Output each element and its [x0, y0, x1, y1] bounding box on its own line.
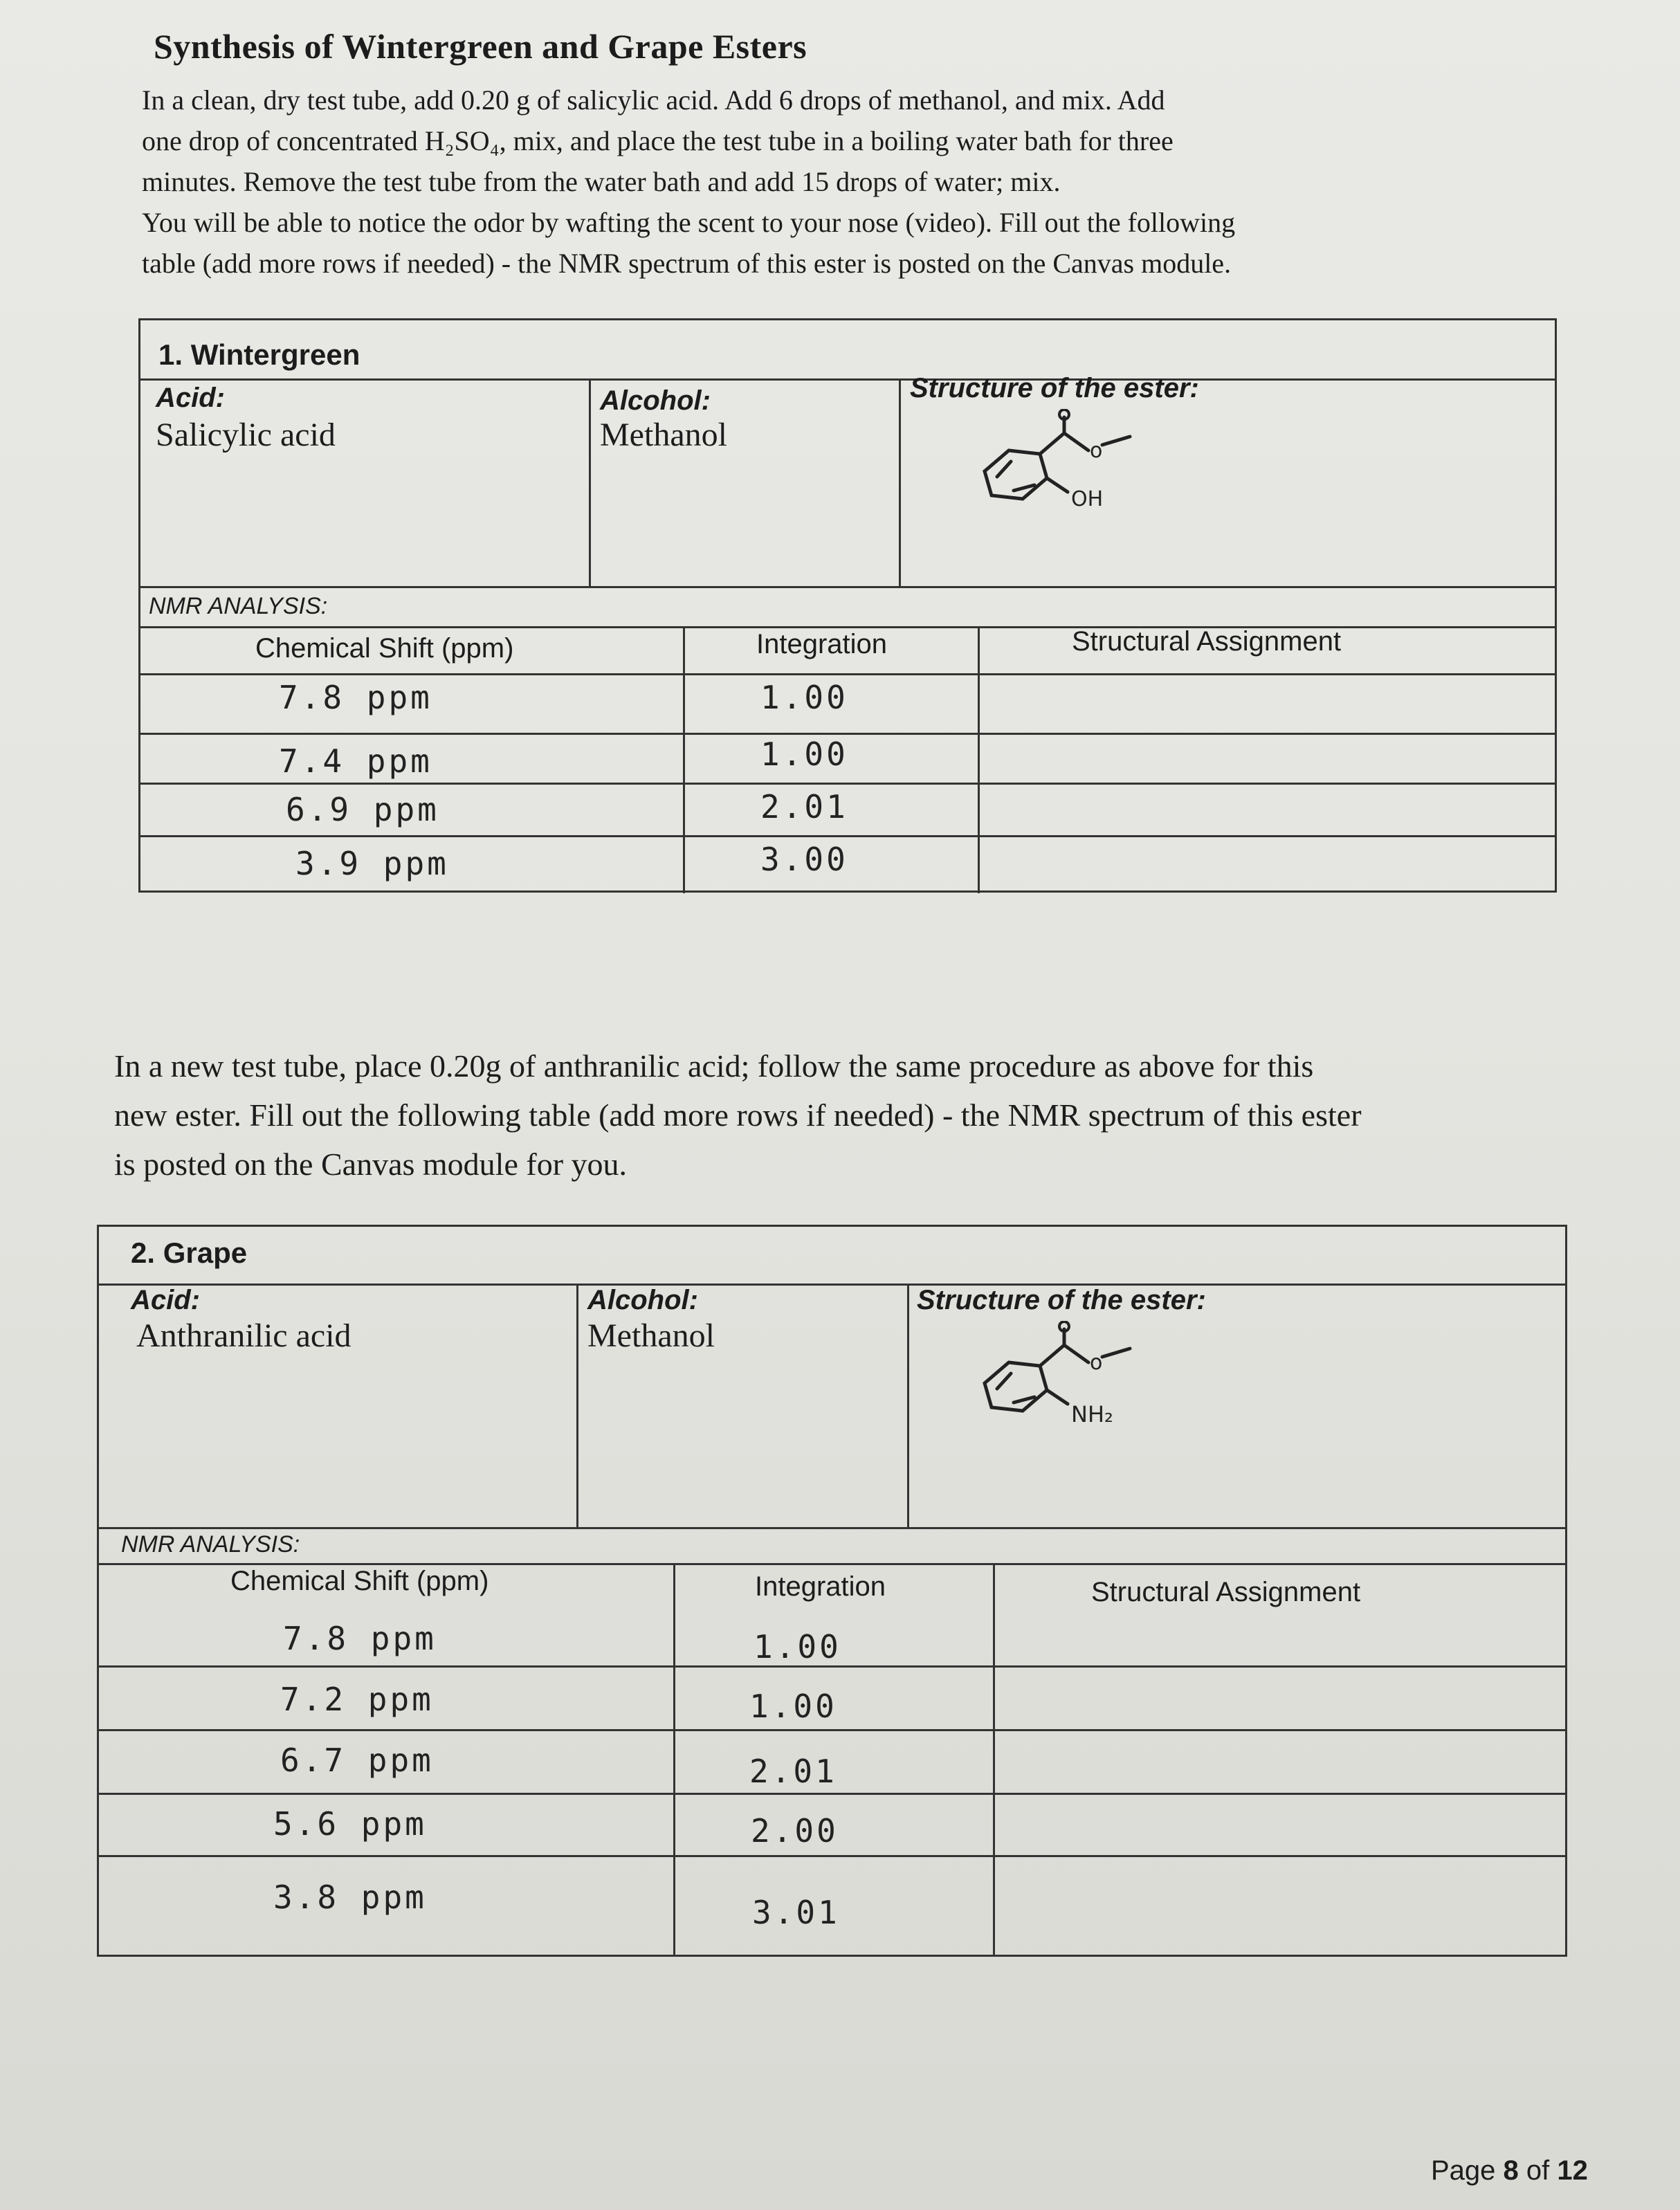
- table-cell-integration: 1.00: [749, 1688, 837, 1725]
- alcohol-label: Alcohol:: [587, 1285, 698, 1315]
- divider: [907, 1284, 909, 1527]
- table-cell-integration: 1.00: [754, 1628, 841, 1665]
- divider: [140, 378, 1555, 381]
- divider: [993, 1563, 995, 1955]
- divider: [978, 626, 980, 893]
- col-structural-assignment: Structural Assignment: [1072, 626, 1342, 657]
- structure-label: Structure of the ester:: [910, 373, 1199, 403]
- svg-text:o: o: [1090, 439, 1103, 463]
- table-cell-shift: 3.9 ppm: [295, 845, 449, 882]
- table-cell-integration: 3.01: [752, 1894, 840, 1931]
- nmr-analysis-label: NMR ANALYSIS:: [149, 593, 328, 619]
- divider: [140, 673, 1555, 675]
- intro-line: table (add more rows if needed) - the NMR spectrum of this ester is posted on the Canvas module.: [142, 248, 1232, 279]
- methyl-anthranilate-structure: [971, 1321, 1261, 1432]
- divider: [140, 733, 1555, 735]
- divider: [99, 1793, 1566, 1795]
- table-cell-shift: 7.8 ppm: [279, 679, 432, 716]
- divider: [99, 1729, 1566, 1731]
- grape-header: 2. Grape: [131, 1236, 248, 1269]
- page-number-prefix: Page: [1431, 2155, 1496, 2186]
- wintergreen-table: [138, 318, 1557, 893]
- col-integration: Integration: [755, 1571, 886, 1602]
- table-cell-shift: 6.9 ppm: [286, 791, 439, 828]
- divider: [140, 835, 1555, 837]
- instruction-line: is posted on the Canvas module for you.: [114, 1147, 628, 1182]
- grape-table: [97, 1225, 1567, 1957]
- divider: [576, 1284, 578, 1527]
- acid-value: Salicylic acid: [156, 417, 336, 453]
- wintergreen-header: 1. Wintergreen: [158, 338, 360, 371]
- divider: [899, 378, 901, 586]
- col-structural-assignment: Structural Assignment: [1091, 1577, 1361, 1607]
- divider: [99, 1284, 1566, 1286]
- col-chemical-shift: Chemical Shift (ppm): [255, 633, 514, 664]
- substituent-label: OH: [1071, 487, 1104, 511]
- page-title: Synthesis of Wintergreen and Grape Esters: [154, 27, 807, 66]
- table-cell-integration: 3.00: [760, 841, 848, 878]
- divider: [99, 1527, 1566, 1529]
- instruction-line: In a new test tube, place 0.20g of anthranilic acid; follow the same procedure as above for this: [114, 1048, 1314, 1084]
- structure-label: Structure of the ester:: [917, 1285, 1206, 1315]
- intro-line: You will be able to notice the odor by wafting the scent to your nose (video). Fill out the following: [142, 207, 1236, 238]
- intro-paragraph: [142, 80, 1533, 284]
- alcohol-value: Methanol: [600, 417, 727, 453]
- page-number-total: 12: [1557, 2155, 1588, 2186]
- col-chemical-shift: Chemical Shift (ppm): [230, 1566, 489, 1596]
- table-cell-shift: 5.6 ppm: [273, 1805, 427, 1843]
- table-cell-shift: 7.4 ppm: [279, 742, 432, 780]
- page-number: [1431, 2155, 1588, 2186]
- acid-label: Acid:: [131, 1285, 200, 1315]
- svg-text:o: o: [1090, 1351, 1103, 1375]
- table-cell-shift: 7.2 ppm: [280, 1681, 434, 1718]
- page-number-of: of: [1526, 2155, 1550, 2186]
- divider: [99, 1563, 1566, 1565]
- alcohol-label: Alcohol:: [600, 385, 711, 416]
- intro-line: minutes. Remove the test tube from the water bath and add 15 drops of water; mix.: [142, 166, 1061, 197]
- acid-value: Anthranilic acid: [136, 1317, 351, 1354]
- divider: [589, 378, 591, 586]
- table-cell-integration: 2.01: [760, 788, 848, 825]
- table-cell-integration: 2.01: [749, 1753, 837, 1790]
- alcohol-value: Methanol: [587, 1317, 715, 1354]
- table-cell-integration: 1.00: [760, 679, 848, 716]
- table-cell-shift: 3.8 ppm: [273, 1879, 427, 1916]
- intro-line: one drop of concentrated H₂SO₄, mix, and place the test tube in a boiling water bath for three: [142, 125, 1174, 156]
- divider: [683, 626, 685, 893]
- table-cell-integration: 2.00: [751, 1812, 839, 1850]
- table-cell-integration: 1.00: [760, 736, 848, 773]
- instruction-line: new ester. Fill out the following table (add more rows if needed) - the NMR spectrum of this ester: [114, 1097, 1362, 1133]
- grape-instructions: [114, 1041, 1540, 1189]
- page-number-current: 8: [1503, 2155, 1519, 2186]
- divider: [140, 586, 1555, 588]
- table-cell-shift: 7.8 ppm: [283, 1620, 437, 1657]
- substituent-label: NH₂: [1071, 1401, 1113, 1427]
- divider: [673, 1563, 675, 1955]
- intro-line: In a clean, dry test tube, add 0.20 g of salicylic acid. Add 6 drops of methanol, and mix. Add: [142, 84, 1165, 116]
- divider: [99, 1855, 1566, 1857]
- methyl-salicylate-structure: [971, 409, 1261, 513]
- nmr-analysis-label: NMR ANALYSIS:: [121, 1531, 300, 1558]
- divider: [99, 1665, 1566, 1668]
- col-integration: Integration: [756, 629, 888, 659]
- divider: [140, 783, 1555, 785]
- table-cell-shift: 6.7 ppm: [280, 1742, 434, 1779]
- acid-label: Acid:: [156, 383, 225, 413]
- divider: [140, 626, 1555, 628]
